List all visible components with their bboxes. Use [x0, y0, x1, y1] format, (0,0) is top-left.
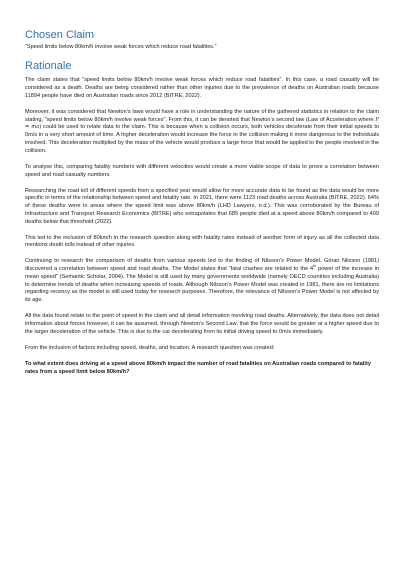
paragraph-road-toll: Researching the road toll of different speeds from a specified year would allow for more accurate data to be found as the data would be more specific in terms of the relationship between speed and fatality rate. In 2021, there were 1123 road deaths across Australia (BITRE, 2022). 64% of these deaths were in areas where the speed limit was above 80km/h (LHD Lawyers, n.d.). This was corroborated by the Bureau of Infrastructure and Transport Research Economics (BITRE) who extrapolates that 685 people died at a speed above 80km/h compared to 409 deaths below that threshold (2022). [25, 187, 379, 225]
nilsson-text-end: power of the increase in mean speed” (Semantic Scholar, 2004). The Model is still used by many governments worldwide (namely OECD countries including Australia) to determine trends of deaths when increasing speeds of roads. Although Nilsson’s Power Model was created in 1981, there are no limitations regarding recency as the model is still used today for research purposes. Therefore, the relevance of Nilsson’s Power Model is not affected by its age. [25, 266, 379, 304]
nilsson-text-start: Continuing to research the comparison of deaths from various speeds led to the finding of Nilsson’s Power Model. Göran Nilsson (1981) discovered a correlation between speed and road deaths. The Model states that “fatal crashes are related to the 4 [25, 258, 379, 273]
rationale-heading: Rationale [25, 60, 72, 73]
chosen-claim-heading: Chosen Claim [25, 29, 95, 41]
paragraph-nilsson-model [25, 258, 379, 305]
research-question: To what extent does driving at a speed above 80km/h impact the number of road fatalities on Australian roads compared to fatality rates from a speed limit below 80km/h? [25, 360, 371, 375]
newton-text-end: ) could be used to relate data to the claim. This is because when a collision occurs, both vehicles decelerate from their initial speeds to 0m/s in a very short amount of time. A higher deceleration would increase the force in the collision making it more dangerous to the individuals involved. This deceleration multiplied by the mass of the vehicle would produce a large force that would be applied to the people involved in the collision. [25, 124, 379, 154]
paragraph-analysis-scope: To analyse this, comparing fatality numbers with different velocities would create a more viable scope of data to prove a correlation between speed and road casualty numbers. [25, 163, 379, 178]
paragraph-data-relation: All the data found relate to the point of speed in the claim and all detail information involving road deaths. Alternatively, the data does not detail information about forces however, it can be assumed, through Newton’s Second Law, that the force would be greater at a higher speed due to the larger deceleration of the vehicle. This is due to the car decelerating from its initial driving speed to 0m/s immediately. [25, 313, 379, 335]
paragraph-claim-analysis: The claim states that “speed limits below 80km/h involve weak forces which reduce road fatalities”. In this case, a road casualty will be considered as a death. Deaths are being considered rather than other injuries due to the prevalence of deaths on Australian roads because 11894 people have died on Australian roads since 2012 (BITRE, 2022). [25, 77, 379, 99]
paragraph-question-lead: From the inclusion of factors including speed, deaths, and location. A research question was created: [25, 344, 275, 351]
equation-f-ma: F = ma [25, 116, 379, 131]
newton-text-start: Moreover, it was considered that Newton’s laws would have a role in understanding the nature of the gathered statistics in relation to the claim stating, “speed limits below 80km/h involve weak forces”. From this, it can be denoted that Newton’s second law (Law of Acceleration where [25, 108, 379, 123]
claim-quote: “Speed limits below 80km/h involve weak forces which reduce road fatalities.” [25, 44, 217, 50]
superscript-th: th [313, 264, 317, 269]
paragraph-newtons-law [25, 109, 379, 156]
paragraph-inclusion-80kmh: This led to the inclusion of 80km/h in the research question along with fatality rates instead of another form of injury as all the collected data mentions death tolls instead of other injuries. [25, 234, 379, 249]
document-page [25, 0, 379, 385]
